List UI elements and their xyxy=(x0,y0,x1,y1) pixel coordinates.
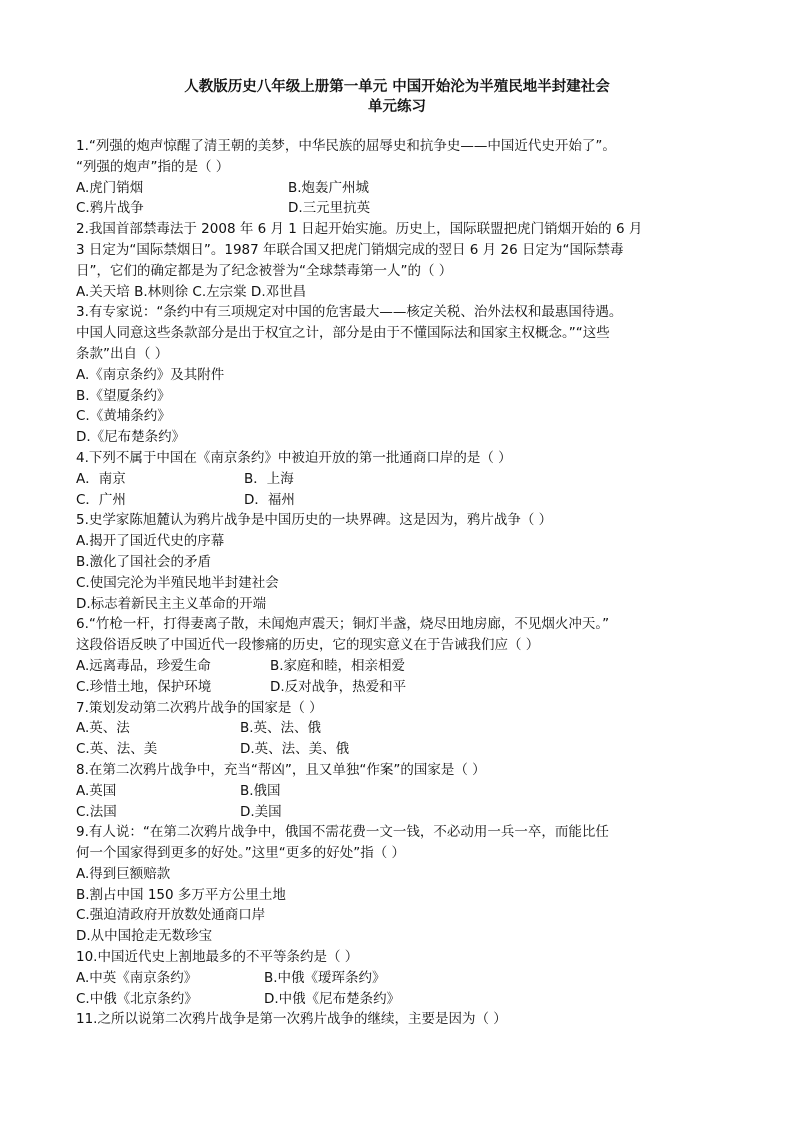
option: B.中俄《瑷珲条约》 xyxy=(264,969,386,986)
question xyxy=(76,1009,726,1030)
question xyxy=(76,448,726,510)
question-text: 11.之所以说第二次鸦片战争是第一次鸦片战争的继续，主要是因为（ ） xyxy=(76,1011,507,1028)
document-title: 人教版历史八年级上册第一单元 中国开始沦为半殖民地半封建社会 xyxy=(184,79,610,95)
question-text: 何一个国家得到更多的好处。”这里“更多的好处”指（ ） xyxy=(76,845,406,862)
question-text: 条款”出自（ ） xyxy=(76,345,169,362)
options-row xyxy=(76,198,726,219)
option: B．上海 xyxy=(244,470,294,487)
question-text: 5.史学家陈旭麓认为鸦片战争是中国历史的一块界碑。这是因为，鸦片战争（ ） xyxy=(76,512,553,529)
options-row xyxy=(76,656,726,677)
option: A.英、法 xyxy=(76,720,130,737)
option: A.中英《南京条约》 xyxy=(76,969,198,986)
option: D.《尼布楚条约》 xyxy=(76,429,186,446)
option: B.英、法、俄 xyxy=(240,720,322,737)
options-row xyxy=(76,469,726,490)
option: C.法国 xyxy=(76,803,117,820)
question-text: 日”，它们的确定都是为了纪念被誉为“全球禁毒第一人”的（ ） xyxy=(76,262,453,279)
option: C.中俄《北京条约》 xyxy=(76,990,198,1007)
option: D.中俄《尼布楚条约》 xyxy=(264,990,401,1007)
option: B.割占中国 150 多万平方公里土地 xyxy=(76,886,286,903)
question-text: 这段俗语反映了中国近代一段惨痛的历史，它的现实意义在于告诫我们应（ ） xyxy=(76,637,540,654)
question xyxy=(76,136,726,219)
option: A．南京 xyxy=(76,470,126,487)
option: B.炮轰广州城 xyxy=(288,179,370,196)
question-text: 6.“竹枪一杆，打得妻离子散，未闻炮声震天；铜灯半盏，烧尽田地房廊，不见烟火冲天。” xyxy=(76,616,610,633)
option: D.三元里抗英 xyxy=(288,200,371,217)
options-inline: A.关天培 B.林则徐 C.左宗棠 D.邓世昌 xyxy=(76,283,307,300)
option: C.使国完沦为半殖民地半封建社会 xyxy=(76,574,279,591)
options-row xyxy=(76,718,726,739)
options-row xyxy=(76,989,726,1010)
question-text: 10.中国近代史上割地最多的不平等条约是（ ） xyxy=(76,949,359,966)
option: D.美国 xyxy=(240,803,282,820)
option: A.《南京条约》及其附件 xyxy=(76,366,225,383)
option: D．福州 xyxy=(244,491,295,508)
options-row xyxy=(76,802,726,823)
option: B.激化了国社会的矛盾 xyxy=(76,553,212,570)
option: C.《黄埔条约》 xyxy=(76,408,171,425)
option: D.标志着新民主主义革命的开端 xyxy=(76,595,267,612)
question-text: 4.下列不属于中国在《南京条约》中被迫开放的第一批通商口岸的是（ ） xyxy=(76,449,512,466)
question-text: 7.策划发动第二次鸦片战争的国家是（ ） xyxy=(76,699,323,716)
options-row xyxy=(76,739,726,760)
option: A.英国 xyxy=(76,782,117,799)
question xyxy=(76,760,726,822)
option: A.远离毒品，珍爱生命 xyxy=(76,657,211,674)
options-row xyxy=(76,178,726,199)
question-text: 中国人同意这些条款部分是出于权宜之计，部分是由于不懂国际法和国家主权概念。”“这些 xyxy=(76,325,610,342)
option: D.英、法、美、俄 xyxy=(240,741,350,758)
option: B.《望厦条约》 xyxy=(76,387,171,404)
option: B.俄国 xyxy=(240,782,281,799)
question-text: 3.有专家说：“条约中有三项规定对中国的危害最大——核定关税、治外法权和最惠国待遇。 xyxy=(76,304,623,321)
option: C.英、法、美 xyxy=(76,741,158,758)
document-subtitle: 单元练习 xyxy=(368,99,426,115)
option: A.得到巨额赔款 xyxy=(76,865,171,882)
option: C．广州 xyxy=(76,491,126,508)
question-list xyxy=(76,136,726,1030)
question-text: 1.“列强的炮声惊醒了清王朝的美梦，中华民族的屈辱史和抗争史——中国近代史开始了”。 xyxy=(76,138,616,154)
options-row xyxy=(76,781,726,802)
option: D.从中国抢走无数珍宝 xyxy=(76,928,213,945)
question-text: 8.在第二次鸦片战争中，充当“帮凶”，且又单独“作案”的国家是（ ） xyxy=(76,761,486,778)
question xyxy=(76,302,726,448)
option: A.揭开了国近代史的序幕 xyxy=(76,533,225,550)
question xyxy=(76,947,726,1009)
question xyxy=(76,822,726,947)
question-text: 3 日定为“国际禁烟日”。1987 年联合国又把虎门销烟完成的翌日 6 月 26 日定为“国际禁毒 xyxy=(76,241,624,258)
question xyxy=(76,510,726,614)
options-row xyxy=(76,968,726,989)
question-text: 9.有人说：“在第二次鸦片战争中，俄国不需花费一文一钱，不必动用一兵一卒，而能比任 xyxy=(76,824,609,841)
option: C.鸦片战争 xyxy=(76,200,144,217)
option: B.家庭和睦，相亲相爱 xyxy=(270,657,406,674)
question-text: 2.我国首部禁毒法于 2008 年 6 月 1 日起开始实施。历史上，国际联盟把虎门销烟开始的 6 月 xyxy=(76,221,643,238)
options-row xyxy=(76,677,726,698)
option: C.珍惜土地，保护环境 xyxy=(76,678,212,695)
question xyxy=(76,698,726,760)
question xyxy=(76,219,726,302)
option: D.反对战争，热爱和平 xyxy=(270,678,407,695)
options-row xyxy=(76,490,726,511)
question-text: “列强的炮声”指的是（ ） xyxy=(76,158,230,175)
question xyxy=(76,614,726,697)
option: C.强迫清政府开放数处通商口岸 xyxy=(76,907,266,924)
option: A.虎门销烟 xyxy=(76,179,144,196)
